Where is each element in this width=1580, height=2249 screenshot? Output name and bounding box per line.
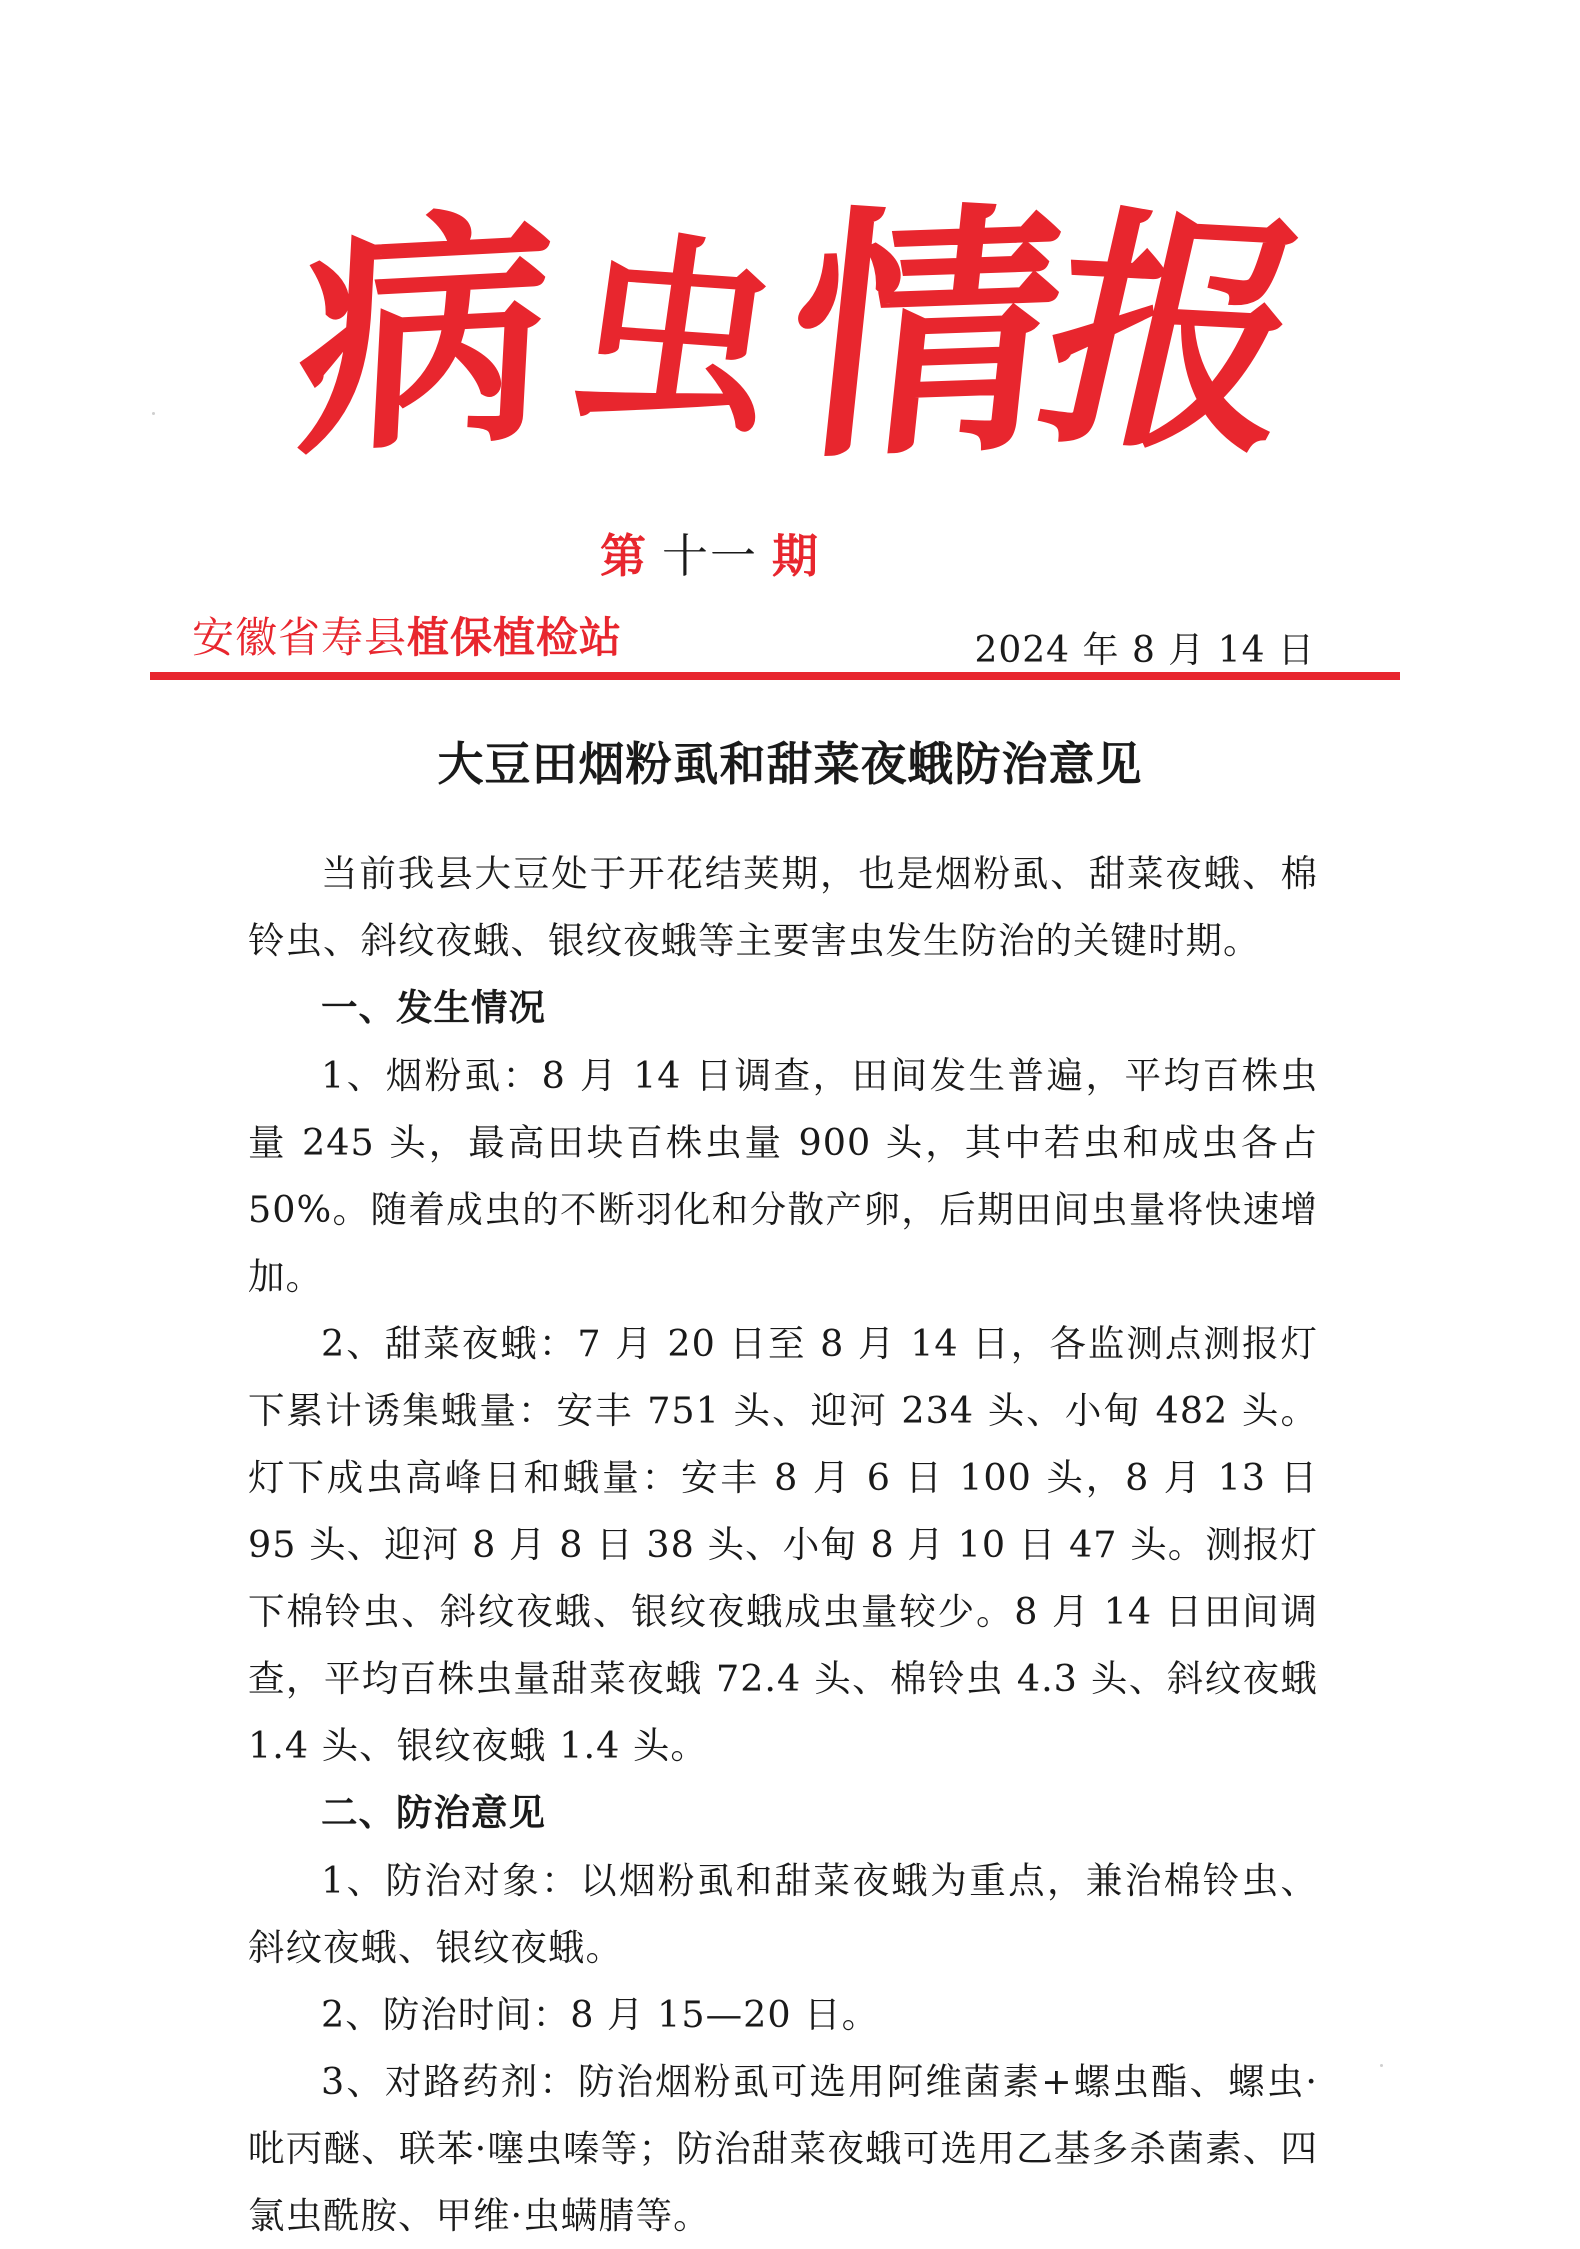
issue-value: 十一 — [662, 529, 758, 583]
header-divider — [150, 672, 1400, 680]
masthead-char-4: 报 — [1017, 181, 1333, 489]
paragraph-pesticides: 3、对路药剂：防治烟粉虱可选用阿维菌素+螺虫酯、螺虫·吡丙醚、联苯·噻虫嗪等；防治甜菜夜蛾可选用乙基多杀菌素、四氯虫酰胺、甲维·虫螨腈等。 — [248, 2060, 1318, 2237]
paragraph-beet-armyworm: 2、甜菜夜蛾：7 月 20 日至 8 月 14 日，各监测点测报灯下累计诱集蛾量：安丰 751 头、迎河 234 头、小甸 482 头。灯下成虫高峰日和蛾量：安丰 8 月 6 日 100 头，8 月 13 日 95 头、迎河 8 月 8 日 38 头、小甸 8 月 10 日 47 头。测报灯下棉铃虫、斜纹夜蛾、银纹夜蛾成虫量较少。8 月 14 日田间调查，平均百株虫量甜菜夜蛾 72.4 头、棉铃虫 4.3 头、斜纹夜蛾 1.4 头、银纹夜蛾 1.4 头。 — [248, 1322, 1318, 1767]
paragraph-control-targets: 1、防治对象：以烟粉虱和甜菜夜蛾为重点，兼治棉铃虫、斜纹夜蛾、银纹夜蛾。 — [248, 1859, 1318, 1969]
issue-prefix: 第 — [600, 529, 648, 583]
document-title: 大豆田烟粉虱和甜菜夜蛾防治意见 — [437, 737, 1143, 791]
scan-speck — [1380, 2064, 1383, 2067]
org-station: 植保植检站 — [407, 613, 623, 662]
masthead-char-2: 虫 — [556, 207, 794, 463]
document-body — [248, 840, 1318, 2249]
section-heading-control: 二、防治意见 — [321, 1791, 546, 1834]
masthead-title — [291, 174, 1333, 496]
issue-suffix: 期 — [772, 529, 820, 583]
masthead-char-3: 情 — [775, 174, 1075, 496]
paragraph-control-time: 2、防治时间：8 月 15—20 日。 — [321, 1993, 880, 2036]
masthead-char-1: 病 — [291, 181, 559, 489]
paragraph-whitefly: 1、烟粉虱：8 月 14 日调查，田间发生普遍，平均百株虫量 245 头，最高田块百株虫量 900 头，其中若虫和成虫各占 50%。随着成虫的不断羽化和分散产卵，后期田间虫量将快速增加。 — [248, 1054, 1318, 1298]
intro-paragraph: 当前我县大豆处于开花结荚期，也是烟粉虱、甜菜夜蛾、棉铃虫、斜纹夜蛾、银纹夜蛾等主要害虫发生防治的关键时期。 — [248, 852, 1318, 962]
org-region: 安徽省寿县 — [192, 613, 408, 662]
scan-speck — [152, 412, 155, 415]
section-heading-occurrence: 一、发生情况 — [321, 986, 546, 1029]
issuing-organization — [192, 605, 622, 665]
issue-date: 2024 年 8 月 14 日 — [974, 630, 1315, 671]
issue-number — [600, 520, 820, 586]
